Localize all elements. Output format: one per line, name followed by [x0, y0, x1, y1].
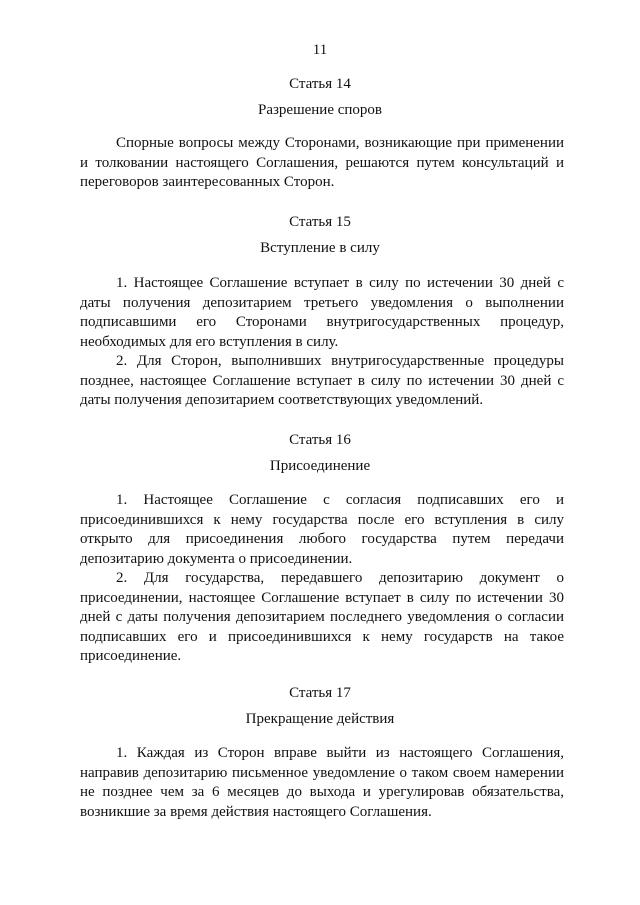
article-17-body	[80, 744, 564, 822]
article-15-paragraph-2: 2. Для Сторон, выполнивших внутригосударственные процедуры позднее, настоящее Соглашение вступает в силу по истечении 30 дней с даты получения депозитарием соответствующих уведомлений.	[80, 353, 564, 408]
article-17-paragraph-1: 1. Каждая из Сторон вправе выйти из настоящего Соглашения, направив депозитарию письменное уведомление о таком своем намерении не позднее чем за 6 месяцев до выхода и урегулировав обязательства, возникшие за время действия настоящего Соглашения.	[80, 745, 564, 820]
article-15	[0, 213, 640, 257]
article-15-title: Вступление в силу	[260, 240, 380, 256]
article-14-body	[80, 134, 564, 193]
article-16-paragraph-1: 1. Настоящее Соглашение с согласия подписавших его и присоединившихся к нему государства после его вступления в силу открыто для присоединения любого государства путем передачи депозитарию документа о присоединении.	[80, 492, 564, 567]
article-16-number: Статья 16	[289, 432, 351, 448]
page-number: 11	[312, 42, 328, 58]
article-14	[0, 75, 640, 119]
article-17	[0, 684, 640, 728]
article-16-title: Присоединение	[269, 458, 371, 474]
article-16	[0, 431, 640, 475]
article-15-body	[80, 274, 564, 411]
article-14-title: Разрешение споров	[257, 102, 383, 118]
article-15-paragraph-1: 1. Настоящее Соглашение вступает в силу по истечении 30 дней с даты получения депозитарием третьего уведомления о выполнении подписавшими его Сторонами внутригосударственных процедур, необходимых для его вступления в силу.	[80, 275, 564, 350]
article-14-paragraph: Спорные вопросы между Сторонами, возникающие при применении и толковании настоящего Соглашения, решаются путем консультаций и переговоров заинтересованных Сторон.	[80, 135, 564, 190]
article-17-title: Прекращение действия	[245, 711, 395, 727]
article-16-paragraph-2: 2. Для государства, передавшего депозитарию документ о присоединении, настоящее Соглашение вступает в силу по истечении 30 дней с даты получения депозитарием последнего уведомления о согласии подписавших его и присоединившихся к нему государств на такое присоединение.	[80, 570, 564, 664]
article-15-number: Статья 15	[289, 214, 351, 230]
article-16-body	[80, 491, 564, 667]
article-14-number: Статья 14	[289, 76, 351, 92]
article-17-number: Статья 17	[289, 685, 351, 701]
